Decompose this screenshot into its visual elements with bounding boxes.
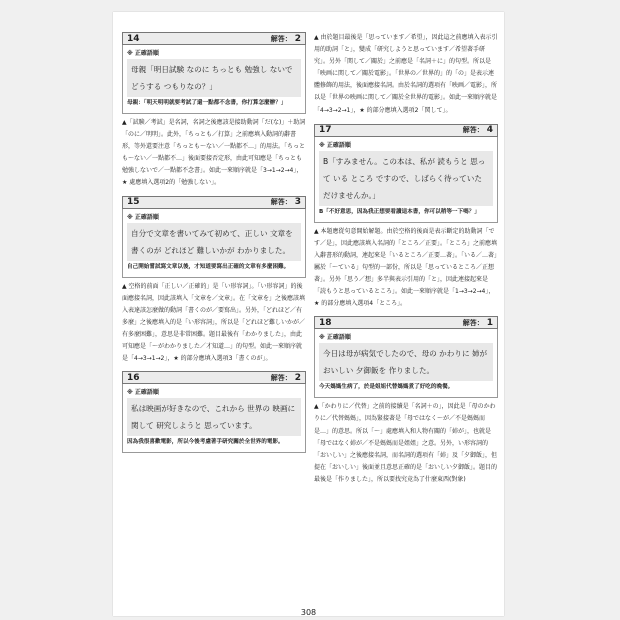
question-body bbox=[122, 209, 306, 278]
explanation: ▲「かわりに／代替」之前的接續是「名詞＋の」，因此是「母のかわりに／代替媽媽」，因為緊接著是「母ではなく〜が／不是媽媽而是…」的意思。所以「〜」處應填入和人物有關的「姉が」，也就是「母ではなく姉が／不是媽媽而是姐姐」之意。另外，い形容詞的「おいしい」之後應接名詞，而名詞的選項有「姉」及「夕御飯」，但提在「おいしい」後面並且意思正確的是「おいしい夕御飯」。題目的最後是「作りました」，所以要找究竟為了什麼東西(對象) bbox=[314, 403, 498, 483]
question-number: 16 bbox=[127, 372, 140, 383]
correct-order-tag: ※ 正確語順 bbox=[127, 213, 159, 221]
correct-order-tag: ※ 正確語順 bbox=[127, 50, 159, 57]
question-number: 18 bbox=[319, 317, 332, 328]
japanese-sentence: B「すみません。この本は、私が 読もうと 思って いる ところ ですので、しばらく待っていただけませんか。」 bbox=[319, 151, 493, 206]
explanation: ▲ 空格的前面「正しい／正確的」是「い形容詞」。「い形容詞」的後面應接名詞，因此該填入「文章を／文章」。在「文章を」之後應該填入表達該怎麼做的動詞「書くのが／要寫出」。另外，「どれほど／有多麼」之後應填入的是「い形容詞」，所以是「どれほど難しいかが／有多麼困難」，意思是非常困難。題目最後有「わかりました」，由此可知應是「〜がわかりました／才知道…」的句型。如此一來順序就是「4→3→1→2」，★ 的部分應填入選項3「書くのが」。 bbox=[122, 282, 306, 363]
answer-label-text: 解答： bbox=[462, 318, 484, 327]
correct-order-tag: ※ 正確語順 bbox=[319, 334, 351, 342]
question-body bbox=[314, 329, 498, 398]
explanation: ▲ 本題應從句意開始解題。由於空格的後面是表示斷定的助動詞「です／是」，因此應該填入名詞的「ところ／正要」。「ところ」之前應填入辭書形的動詞，連起來是「いるところ／正要…著」。「いる／…著」屬於「〜ている」句型的一部份，所以是「思っているところ／正想著」。另外「思う／想」多半與表示引用的「と」，因此連接起來是「読もうと思っているところ」。如此一來順序就是「1→3→2→4」，★ 的部分應填入選項4「ところ」。 bbox=[314, 227, 498, 308]
answer-label bbox=[271, 373, 301, 383]
japanese-sentence: 母親「明日試験 なのに ちっとも 勉強し ないで どうする つもりなの？」 bbox=[127, 59, 301, 97]
explanation: ▲「試験／考試」是名詞，名詞之後應該是接助動詞「だ(な)」＋助詞「のに／明明」。此外，「ちっとも／打算」之前應填入動詞的辭書形，等外還要注意「ちっとも〜ない／一點都不…」的用法。「ちっとも〜ない／一點都不…」後面要接否定形，由此可知應是「ちっとも勉強しないで／一點都不念書」。如此一來順序就是「3→1→2→4」，★ 處應填入選項2的「勉強しない」。 bbox=[122, 119, 306, 187]
question-body bbox=[122, 384, 306, 453]
question-header bbox=[122, 32, 306, 45]
translation: 今天媽媽生病了，於是姐姐代替媽媽煮了好吃的晚餐。 bbox=[319, 384, 454, 391]
question-number: 15 bbox=[127, 197, 140, 208]
right-column bbox=[314, 32, 498, 486]
japanese-sentence: 私は映画が好きなので、これから 世界の 映画に 関して 研究しようと 思っています。 bbox=[127, 398, 301, 436]
translation: 自己開始嘗試寫文章以後，才知道要寫出正確的文章有多麼困難。 bbox=[127, 263, 290, 270]
answer-label-text: 解答： bbox=[270, 34, 292, 43]
answer-value: 1 bbox=[486, 317, 493, 328]
answer-label bbox=[463, 125, 493, 135]
answer-label bbox=[463, 318, 493, 328]
question-header bbox=[314, 316, 498, 329]
question-number: 14 bbox=[127, 33, 140, 44]
translation: 因為我很喜歡電影，所以今後考慮著手研究關於全世界的電影。 bbox=[127, 439, 284, 446]
answer-value: 2 bbox=[294, 372, 301, 383]
question-body bbox=[314, 137, 498, 223]
answer-value: 4 bbox=[486, 125, 493, 136]
answer-label-text: 解答： bbox=[462, 126, 484, 135]
explanation: ▲ 由於題目最後是「思っています／希望」，因此這之前應填入表示引用的助詞「と」，變成「研究しようと思っています／希望著手研究」。另外「関して／關於」之前應是「名詞＋に」的句型。所以是「映画に関して／關於電影」。「世界の／世界的」的「の」是表示連體修飾的用法，後面應接名詞。由於名詞的選項有「映画／電影」，所以是「世界の映画に関して／關於全世界的電影」。如此一來順序就是「4→3→2→1」，★ 的部分應填入選項2「関して」。 bbox=[314, 34, 498, 114]
answer-label bbox=[271, 34, 301, 44]
question-header bbox=[122, 371, 306, 384]
answer-label-text: 解答： bbox=[270, 198, 292, 207]
translation: B「不好意思，因為我正想要看讀這本書，你可以稍等一下嗎？」 bbox=[319, 208, 480, 215]
answer-label-text: 解答： bbox=[270, 373, 292, 382]
page-sheet bbox=[113, 12, 504, 616]
japanese-sentence: 自分で文章を書いてみて初めて、正しい 文章を 書くのが どれほど 難しいかが わかりました。 bbox=[127, 223, 301, 261]
question-body bbox=[122, 45, 306, 114]
japanese-sentence: 今日は母が病気でしたので、母の かわりに 姉が おいしい 夕御飯を 作りました。 bbox=[319, 343, 493, 381]
question-header bbox=[122, 196, 306, 209]
question-header bbox=[314, 124, 498, 137]
translation: 母親：「明天明明就要考試了還一點都不念書，你打算怎麼辦？」 bbox=[127, 100, 287, 106]
correct-order-tag: ※ 正確語順 bbox=[319, 141, 351, 149]
question-number: 17 bbox=[319, 125, 332, 136]
answer-value: 2 bbox=[294, 33, 301, 44]
left-column bbox=[122, 32, 306, 453]
page-number: 308 bbox=[300, 608, 317, 616]
answer-label bbox=[271, 197, 301, 207]
answer-value: 3 bbox=[294, 197, 301, 208]
correct-order-tag: ※ 正確語順 bbox=[127, 389, 159, 397]
